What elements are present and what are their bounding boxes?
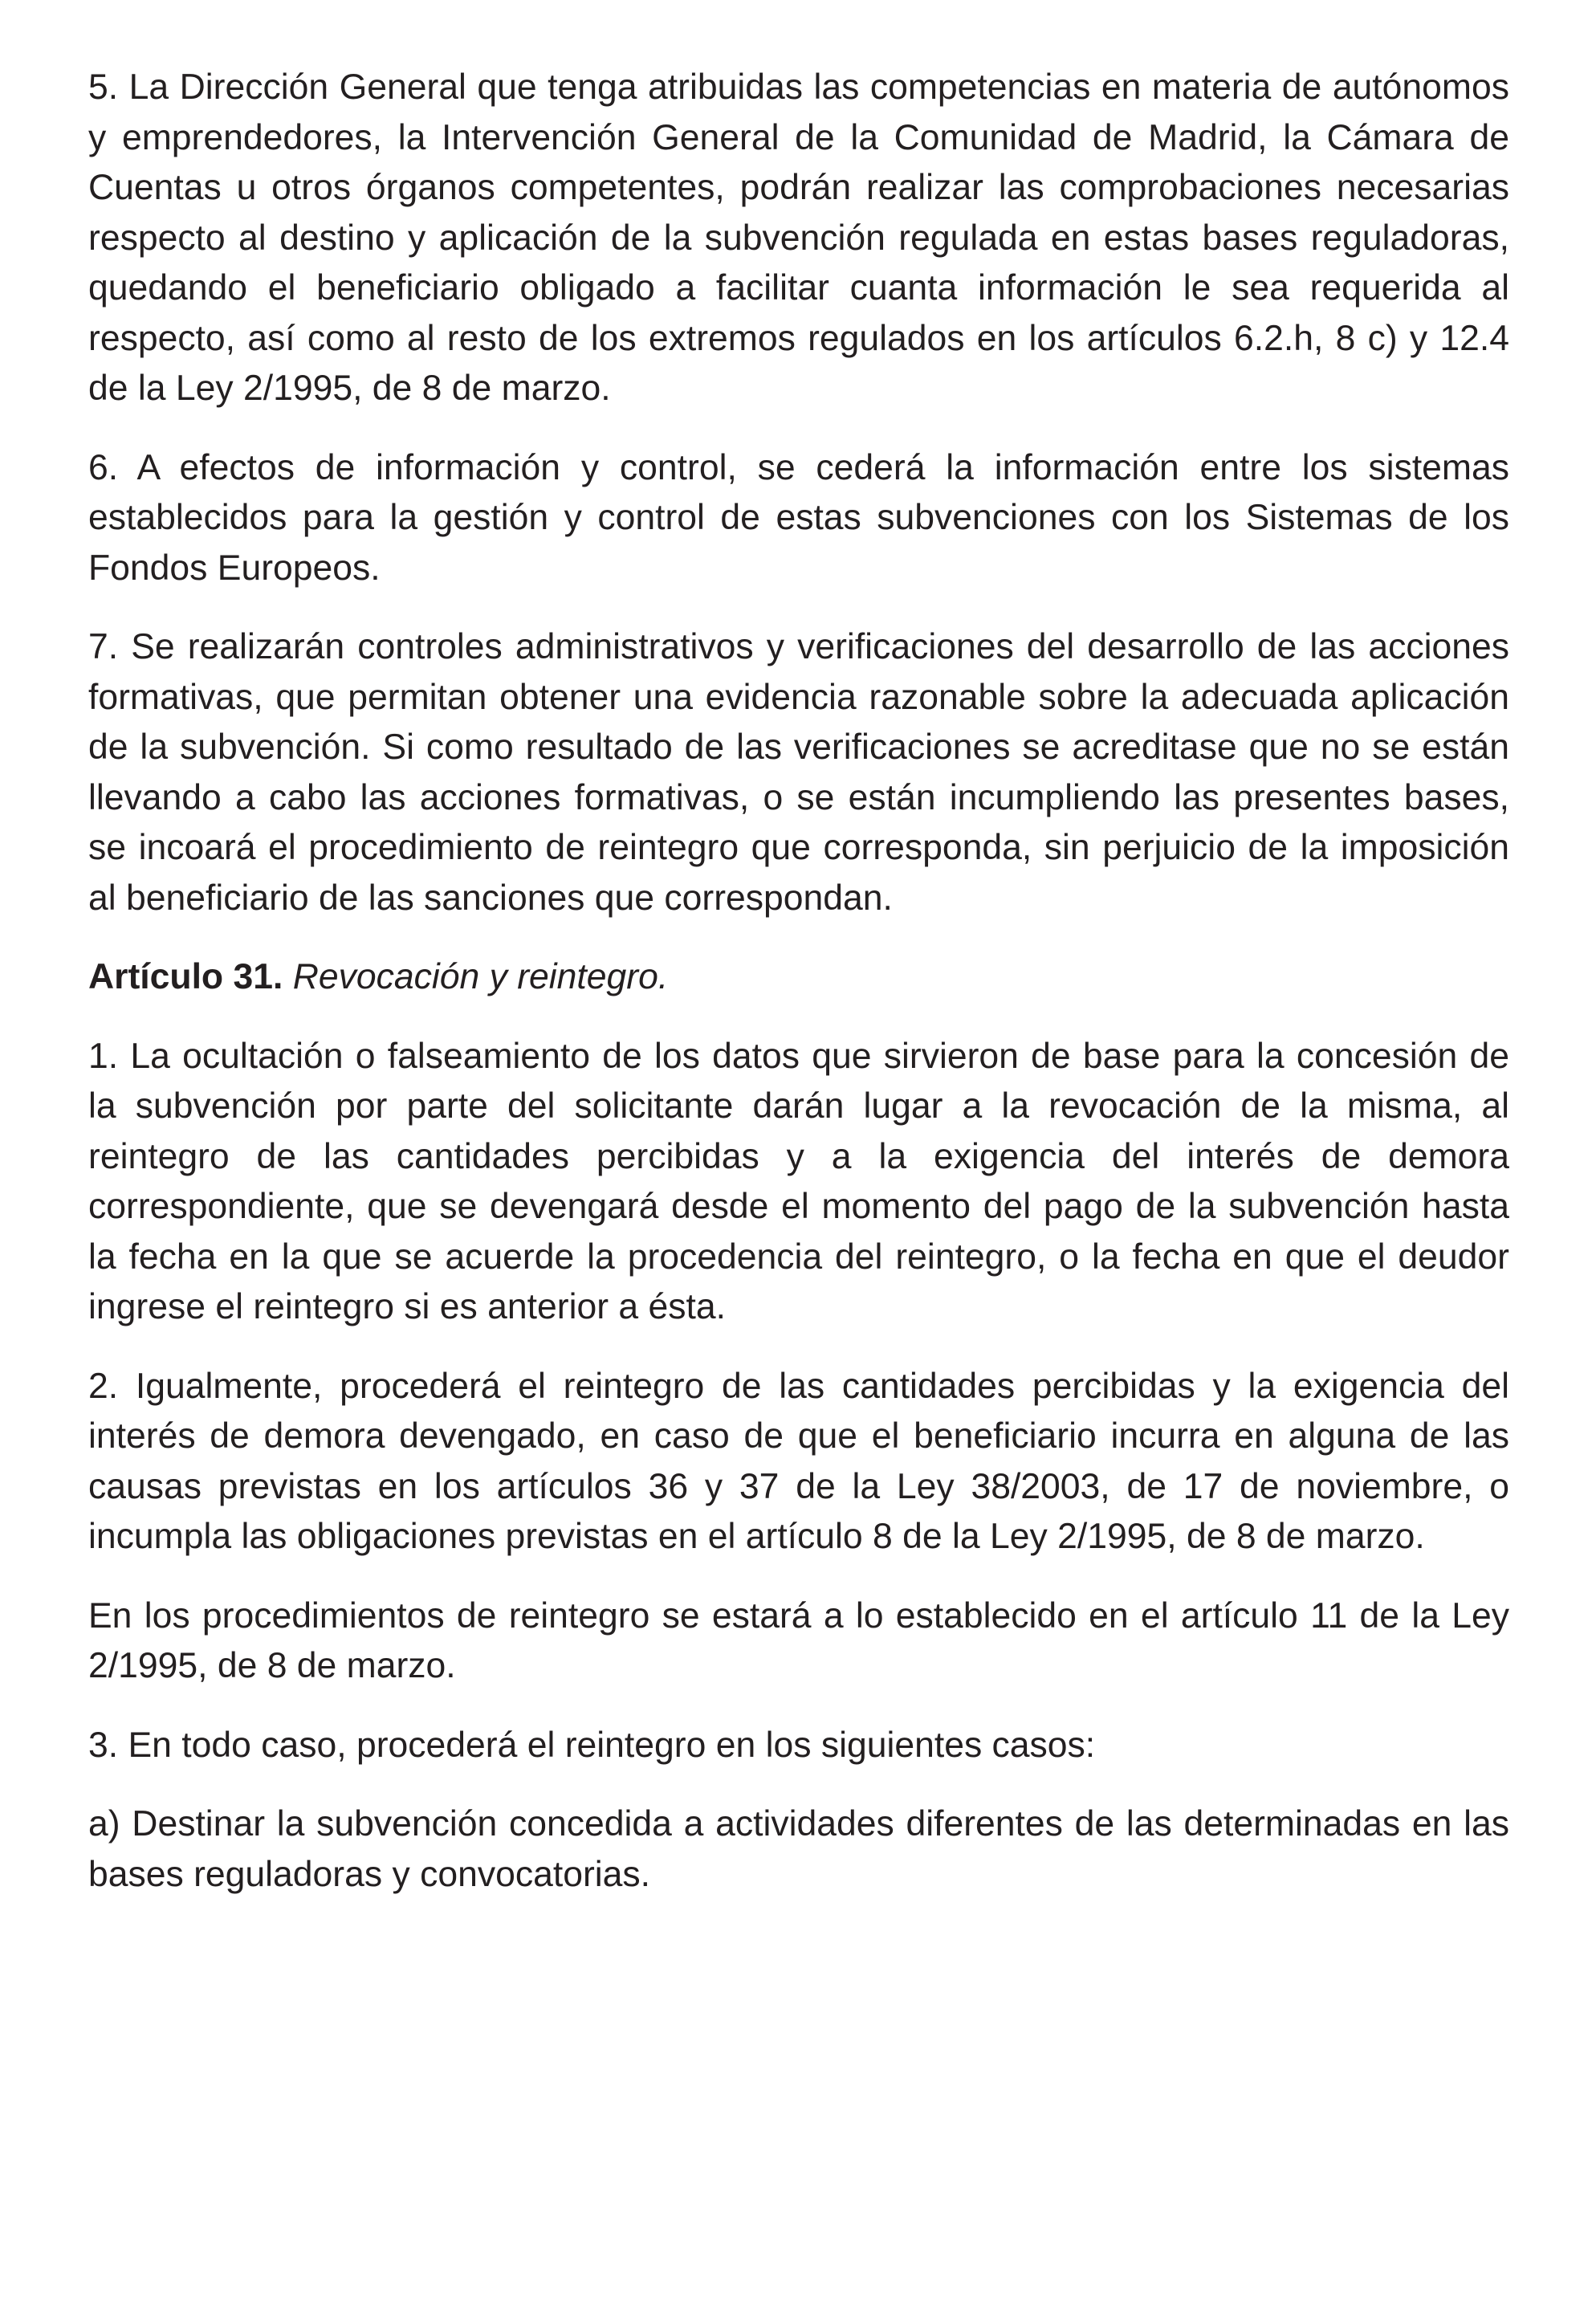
article-number: Artículo 31. bbox=[88, 957, 283, 996]
paragraph-6: 6. A efectos de información y control, se cederá la información entre los sistemas establecidos para la gestión y control de estas subvenciones con los Sistemas de los Fondos Europeos. bbox=[88, 447, 1509, 588]
paragraph-7: 7. Se realizarán controles administrativos y verificaciones del desarrollo de las acciones formativas, que permitan obtener una evidencia razonable sobre la adecuada aplicación de la subvención. Si como resultado de las verificaciones se acreditase que no se están llevando a cabo las acciones formativas, o se están incumpliendo las presentes bases, se incoará el procedimiento de reintegro que corresponda, sin perjuicio de la imposición al beneficiario de las sanciones que correspondan. bbox=[88, 627, 1509, 918]
paragraph-31-2: 2. Igualmente, procederá el reintegro de las cantidades percibidas y la exigencia del interés de demora devengado, en caso de que el beneficiario incurra en alguna de las causas previstas en los artículos 36 y 37 de la Ley 38/2003, de 17 de noviembre, o incumpla las obligaciones previstas en el artículo 8 de la Ley 2/1995, de 8 de marzo. bbox=[88, 1366, 1509, 1556]
paragraph-31-1: 1. La ocultación o falseamiento de los datos que sirvieron de base para la concesión de la subvención por parte del solicitante darán lugar a la revocación de la misma, al reintegro de las cantidades percibidas y a la exigencia del interés de demora correspondiente, que se devengará desde el momento del pago de la subvención hasta la fecha en la que se acuerde la procedencia del reintegro, o la fecha en que el deudor ingrese el reintegro si es anterior a ésta. bbox=[88, 1036, 1509, 1326]
paragraph-reintegro-procedure: En los procedimientos de reintegro se estará a lo establecido en el artículo 11 de la Ley 2/1995, de 8 de marzo. bbox=[88, 1595, 1509, 1685]
article-heading bbox=[88, 952, 1509, 1003]
article-title: Revocación y reintegro. bbox=[292, 957, 669, 996]
document-page bbox=[88, 63, 1509, 1929]
paragraph-5: 5. La Dirección General que tenga atribuidas las competencias en materia de autónomos y emprendedores, la Intervención General de la Comunidad de Madrid, la Cámara de Cuentas u otros órganos competentes, podrán realizar las comprobaciones necesarias respecto al destino y aplicación de la subvención regulada en estas bases reguladoras, quedando el beneficiario obligado a facilitar cuanta información le sea requerida al respecto, así como al resto de los extremos regulados en los artículos 6.2.h, 8 c) y 12.4 de la Ley 2/1995, de 8 de marzo. bbox=[88, 67, 1509, 408]
paragraph-31-3: 3. En todo caso, procederá el reintegro en los siguientes casos: bbox=[88, 1725, 1096, 1765]
paragraph-31-3-a: a) Destinar la subvención concedida a actividades diferentes de las determinadas en las bases reguladoras y convocatorias. bbox=[88, 1804, 1509, 1894]
